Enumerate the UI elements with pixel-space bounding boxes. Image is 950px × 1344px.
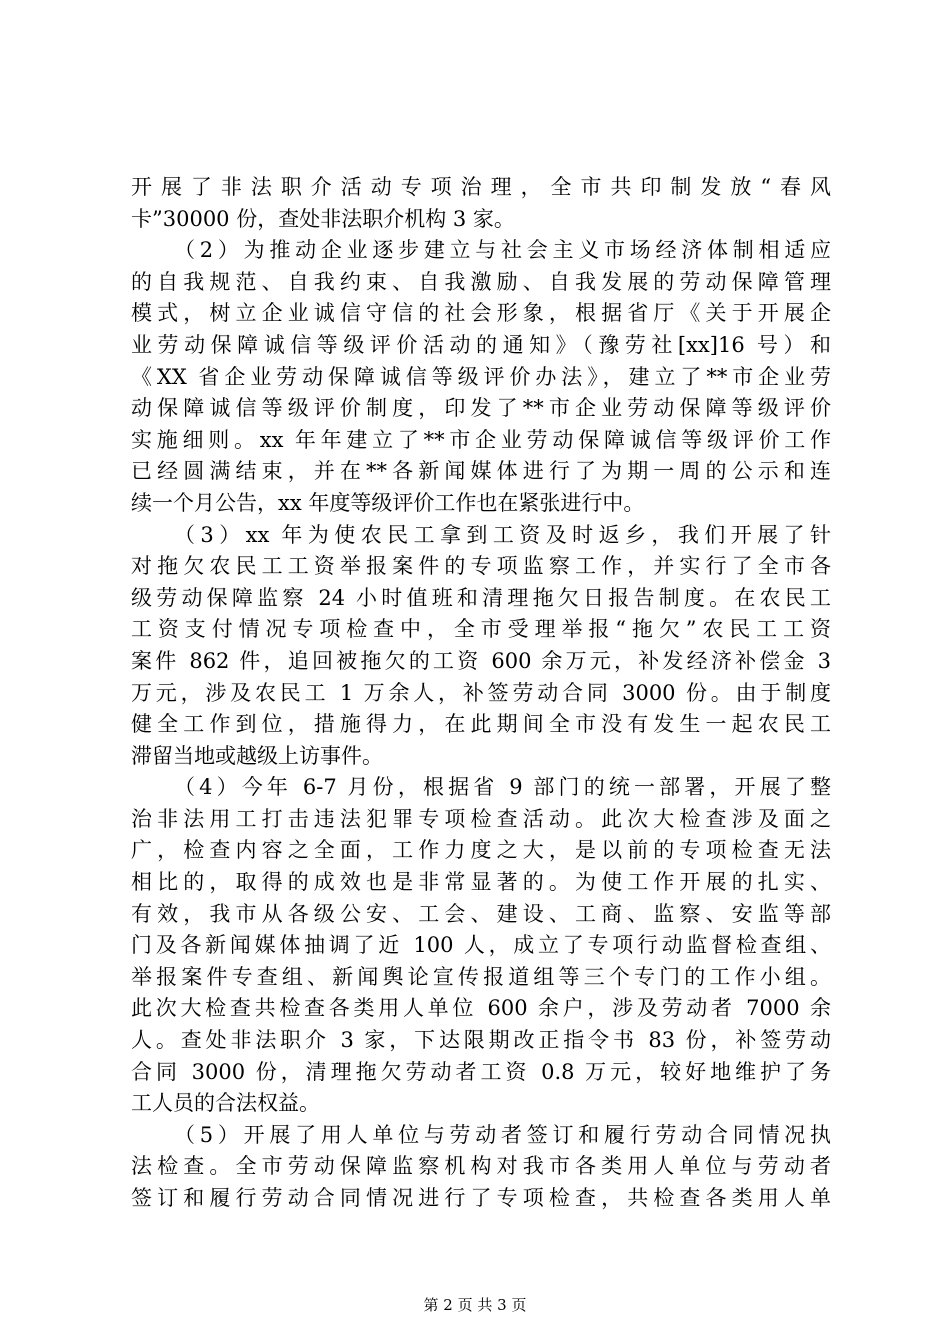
text-line: （5）开展了用人单位与劳动者签订和履行劳动合同情况执 <box>174 1122 831 1147</box>
text-line: 合同 3000 份，清理拖欠劳动者工资 0.8 万元，较好地维护了务 <box>131 1059 831 1084</box>
text-line: 的自我规范、自我约束、自我激励、自我发展的劳动保障管理 <box>131 269 831 294</box>
text-line: 续一个月公告，xx 年度等级评价工作也在紧张进行中。 <box>131 490 645 515</box>
text-line: 有效，我市从各级公安、工会、建设、工商、监察、安监等部 <box>131 901 831 926</box>
text-line: 级劳动保障监察 24 小时值班和清理拖欠日报告制度。在农民工 <box>131 585 831 610</box>
text-line: 广，检查内容之全面，工作力度之大，是以前的专项检查无法 <box>131 838 831 863</box>
text-line: 卡”30000 份，查处非法职介机构 3 家。 <box>131 206 515 231</box>
text-line: 实施细则。xx 年年建立了**市企业劳动保障诚信等级评价工作 <box>131 427 831 452</box>
text-line: 人。查处非法职介 3 家，下达限期改正指令书 83 份，补签劳动 <box>131 1028 831 1053</box>
text-line: 万元，涉及农民工 1 万余人，补签劳动合同 3000 份。由于制度 <box>131 680 831 705</box>
text-line: （2）为推动企业逐步建立与社会主义市场经济体制相适应 <box>174 238 831 263</box>
text-line: 动保障诚信等级评价制度，印发了**市企业劳动保障等级评价 <box>131 396 831 421</box>
text-line: 法检查。全市劳动保障监察机构对我市各类用人单位与劳动者 <box>131 1154 831 1179</box>
text-line: 举报案件专查组、新闻舆论宣传报道组等三个专门的工作小组。 <box>131 964 831 989</box>
document-body <box>131 172 831 1215</box>
text-line: 案件 862 件，追回被拖欠的工资 600 余万元，补发经济补偿金 3 <box>131 648 831 673</box>
text-line: 相比的，取得的成效也是非常显著的。为使工作开展的扎实、 <box>131 870 831 895</box>
text-line: 工资支付情况专项检查中，全市受理举报“拖欠”农民工工资 <box>131 617 831 642</box>
text-line: 签订和履行劳动合同情况进行了专项检查，共检查各类用人单 <box>131 1186 831 1210</box>
text-line: 门及各新闻媒体抽调了近 100 人，成立了专项行动监督检查组、 <box>131 933 831 958</box>
text-line: 健全工作到位，措施得力，在此期间全市没有发生一起农民工 <box>131 712 831 737</box>
text-line: 开展了非法职介活动专项治理，全市共印制发放“春风 <box>131 175 831 199</box>
page-footer <box>0 1295 950 1315</box>
text-line: 治非法用工打击违法犯罪专项检查活动。此次大检查涉及面之 <box>131 806 831 831</box>
text-line: （4）今年 6-7 月份，根据省 9 部门的统一部署，开展了整 <box>174 775 831 800</box>
text-line: 此次大检查共检查各类用人单位 600 余户，涉及劳动者 7000 余 <box>131 996 831 1021</box>
text-line: 《XX 省企业劳动保障诚信等级评价办法》，建立了**市企业劳 <box>131 364 831 389</box>
text-line: 对拖欠农民工工资举报案件的专项监察工作，并实行了全市各 <box>131 554 831 579</box>
text-line: 已经圆满结束，并在**各新闻媒体进行了为期一周的公示和连 <box>131 459 831 484</box>
text-line: 模式，树立企业诚信守信的社会形象，根据省厅《关于开展企 <box>131 301 831 326</box>
text-line: 滞留当地或越级上访事件。 <box>131 743 383 768</box>
text-line: 业劳动保障诚信等级评价活动的通知》（豫劳社[xx]16 号）和 <box>131 332 831 357</box>
page-number-label: 第 2 页 共 3 页 <box>423 1296 527 1314</box>
text-line: 工人员的合法权益。 <box>131 1091 320 1116</box>
text-line: （3）xx 年为使农民工拿到工资及时返乡，我们开展了针 <box>174 522 831 547</box>
